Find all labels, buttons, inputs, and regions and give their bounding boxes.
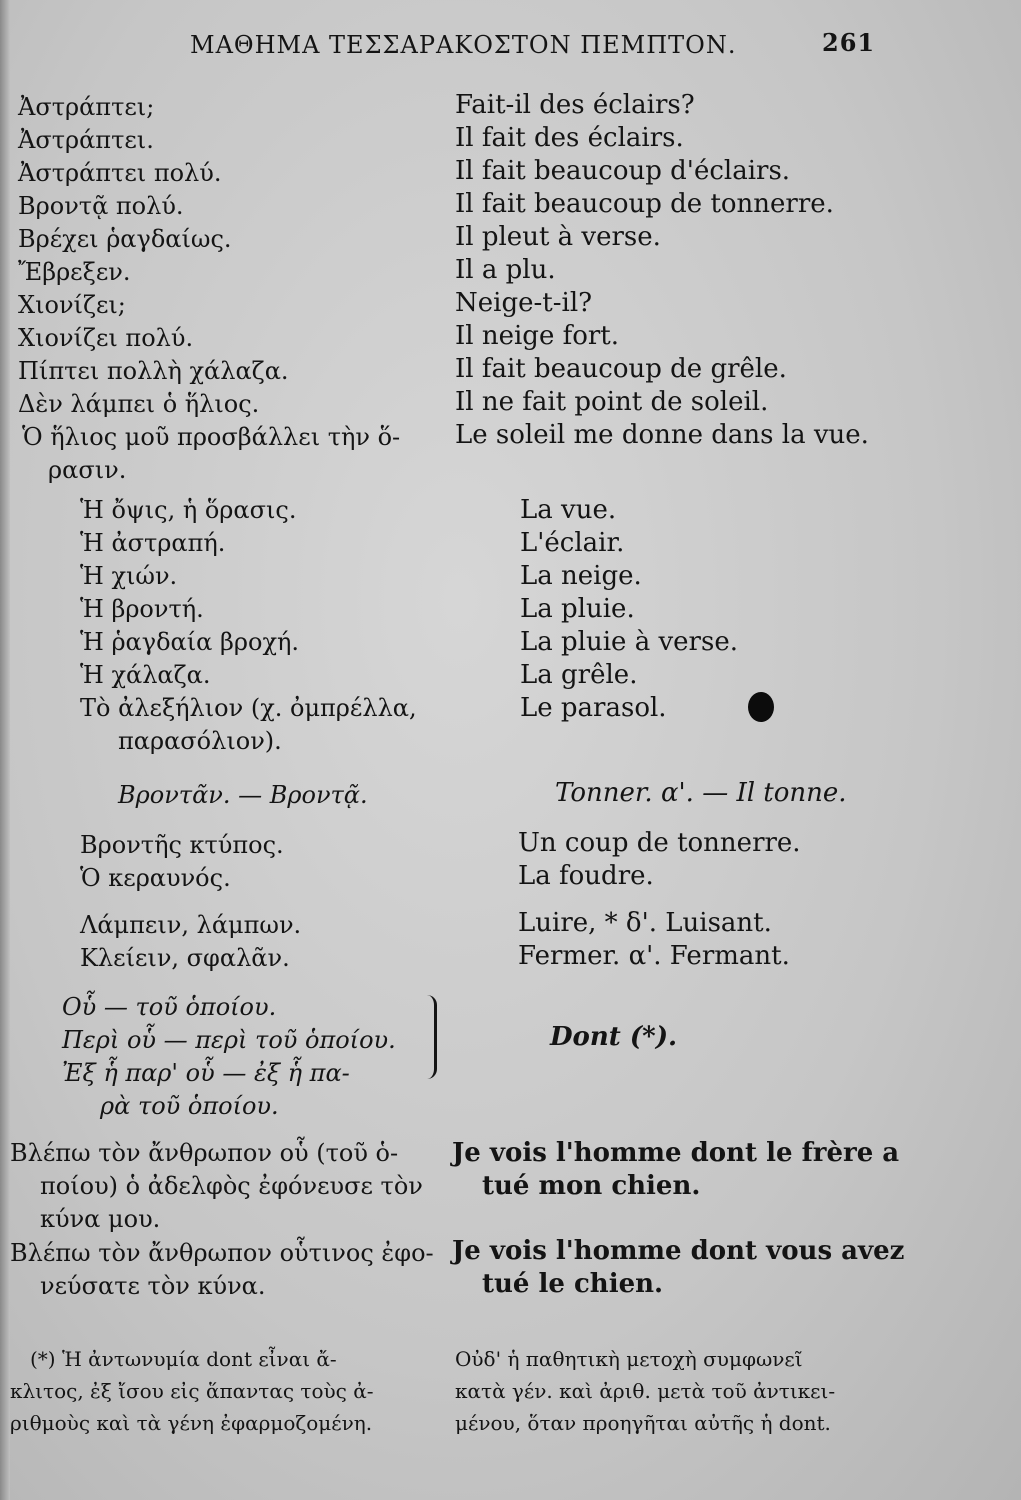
example-greek: νεύσατε τὸν κύνα.: [40, 1272, 266, 1300]
vocab-greek: Ἡ χάλαζα.: [80, 661, 211, 689]
thunder-french: La foudre.: [518, 861, 654, 891]
phrase-french: Il neige fort.: [455, 321, 620, 351]
page-number: 261: [822, 28, 876, 57]
vocab-french: La pluie à verse.: [520, 627, 738, 657]
vocab-french: La pluie.: [520, 594, 635, 624]
phrase-greek-continued: ρασιν.: [48, 456, 127, 484]
footnote-left: κλιτος, ἐξ ἴσου εἰς ἅπαντας τοὺς ἀ-: [10, 1379, 374, 1403]
phrase-greek: Ὁ ἥλιος μοῦ προσβάλλει τὴν ὅ-: [22, 423, 401, 451]
phrase-greek: Βρέχει ῥαγδαίως.: [18, 225, 232, 253]
example-greek: Βλέπω τὸν ἄνθρωπον οὗτινος ἐφο-: [10, 1239, 434, 1267]
footnote-left: ριθμοὺς καὶ τὰ γένη ἐφαρμοζομένη.: [10, 1411, 373, 1435]
vocab-greek: Ἡ ῥαγδαία βροχή.: [80, 628, 299, 656]
verb-heading-french: Tonner. α'. — Il tonne.: [555, 778, 847, 808]
example-french: tué le chien.: [482, 1269, 664, 1299]
phrase-greek: Ἀστράπτει;: [18, 93, 155, 121]
phrase-french: Il fait des éclairs.: [455, 123, 684, 153]
example-greek: Βλέπω τὸν ἄνθρωπον οὗ (τοῦ ὁ-: [10, 1139, 399, 1167]
phrase-french: Il ne fait point de soleil.: [455, 387, 769, 417]
thunder-greek: Βροντῆς κτύπος.: [80, 831, 284, 859]
phrase-greek: Ἀστράπτει πολύ.: [18, 159, 222, 187]
footnote-right: κατὰ γέν. καὶ ἀριθ. μετὰ τοῦ ἀντικει-: [455, 1379, 836, 1403]
vocab-greek: Ἡ βροντή.: [80, 595, 204, 623]
brace: [420, 995, 437, 1079]
relative-greek: ρὰ τοῦ ὁποίου.: [100, 1092, 279, 1120]
thunder-greek: Ὁ κεραυνός.: [80, 864, 231, 892]
vocab-french: La vue.: [520, 495, 617, 525]
phrase-greek: Ἔβρεξεν.: [18, 258, 131, 286]
phrase-french: Le soleil me donne dans la vue.: [455, 420, 869, 450]
verb-french: Luire, * δ'. Luisant.: [518, 908, 772, 938]
phrase-french: Fait-il des éclairs?: [455, 90, 695, 120]
example-french: tué mon chien.: [482, 1171, 701, 1201]
phrase-greek: Βροντᾷ πολύ.: [18, 192, 184, 220]
relative-greek: Οὗ — τοῦ ὁποίου.: [62, 993, 277, 1021]
relative-french: Dont (*).: [550, 1022, 678, 1052]
vocab-greek: Ἡ ὄψις, ἡ ὅρασις.: [80, 496, 297, 524]
thunder-french: Un coup de tonnerre.: [518, 828, 801, 858]
verb-greek: Κλείειν, σφαλᾶν.: [80, 944, 290, 972]
relative-greek: Ἐξ ἧ παρ' οὗ — ἐξ ἧ πα-: [62, 1059, 350, 1087]
example-greek: ποίου) ὁ ἀδελφὸς ἐφόνευσε τὸν: [40, 1172, 423, 1200]
phrase-greek: Χιονίζει πολύ.: [18, 324, 194, 352]
vocab-greek: Ἡ χιών.: [80, 562, 178, 590]
verb-greek: Λάμπειν, λάμπων.: [80, 911, 302, 939]
page-spine-edge: [0, 0, 10, 1500]
vocab-french: Le parasol.: [520, 693, 667, 723]
ink-blot: [748, 692, 774, 722]
phrase-greek: Χιονίζει;: [18, 291, 126, 319]
phrase-french: Neige-t-il?: [455, 288, 593, 318]
running-header: ΜΑΘΗΜΑ ΤΕΣΣΑΡΑΚΟΣΤΟΝ ΠΕΜΠΤΟΝ.: [190, 31, 737, 59]
verb-french: Fermer. α'. Fermant.: [518, 941, 790, 971]
example-french: Je vois l'homme dont le frère a: [452, 1138, 900, 1168]
phrase-french: Il fait beaucoup de tonnerre.: [455, 189, 834, 219]
footnote-right: Οὐδ' ἡ παθητικὴ μετοχὴ συμφωνεῖ: [455, 1347, 803, 1371]
vocab-french: La neige.: [520, 561, 642, 591]
example-greek: κύνα μου.: [40, 1205, 161, 1233]
footnote-right: μένου, ὅταν προηγῆται αὐτῆς ἡ dont.: [455, 1411, 831, 1435]
phrase-french: Il pleut à verse.: [455, 222, 661, 252]
example-french: Je vois l'homme dont vous avez: [452, 1236, 905, 1266]
relative-greek: Περὶ οὗ — περὶ τοῦ ὁποίου.: [62, 1026, 396, 1054]
phrase-greek: Πίπτει πολλὴ χάλαζα.: [18, 357, 289, 385]
phrase-french: Il fait beaucoup d'éclairs.: [455, 156, 791, 186]
phrase-french: Il a plu.: [455, 255, 556, 285]
vocab-greek: Τὸ ἀλεξήλιον (χ. ὀμπρέλλα,: [80, 694, 417, 722]
verb-heading-greek: Βροντᾶν. — Βροντᾷ.: [118, 781, 368, 809]
phrase-greek: Δὲν λάμπει ὁ ἥλιος.: [18, 390, 260, 418]
vocab-french: La grêle.: [520, 660, 638, 690]
footnote-left: (*) Ἡ ἀντωνυμία dont εἶναι ἄ-: [30, 1347, 337, 1371]
phrase-french: Il fait beaucoup de grêle.: [455, 354, 787, 384]
vocab-greek: Ἡ ἀστραπή.: [80, 529, 226, 557]
vocab-french: L'éclair.: [520, 528, 625, 558]
vocab-greek-continued: παρασόλιον).: [118, 727, 282, 755]
phrase-greek: Ἀστράπτει.: [18, 126, 154, 154]
